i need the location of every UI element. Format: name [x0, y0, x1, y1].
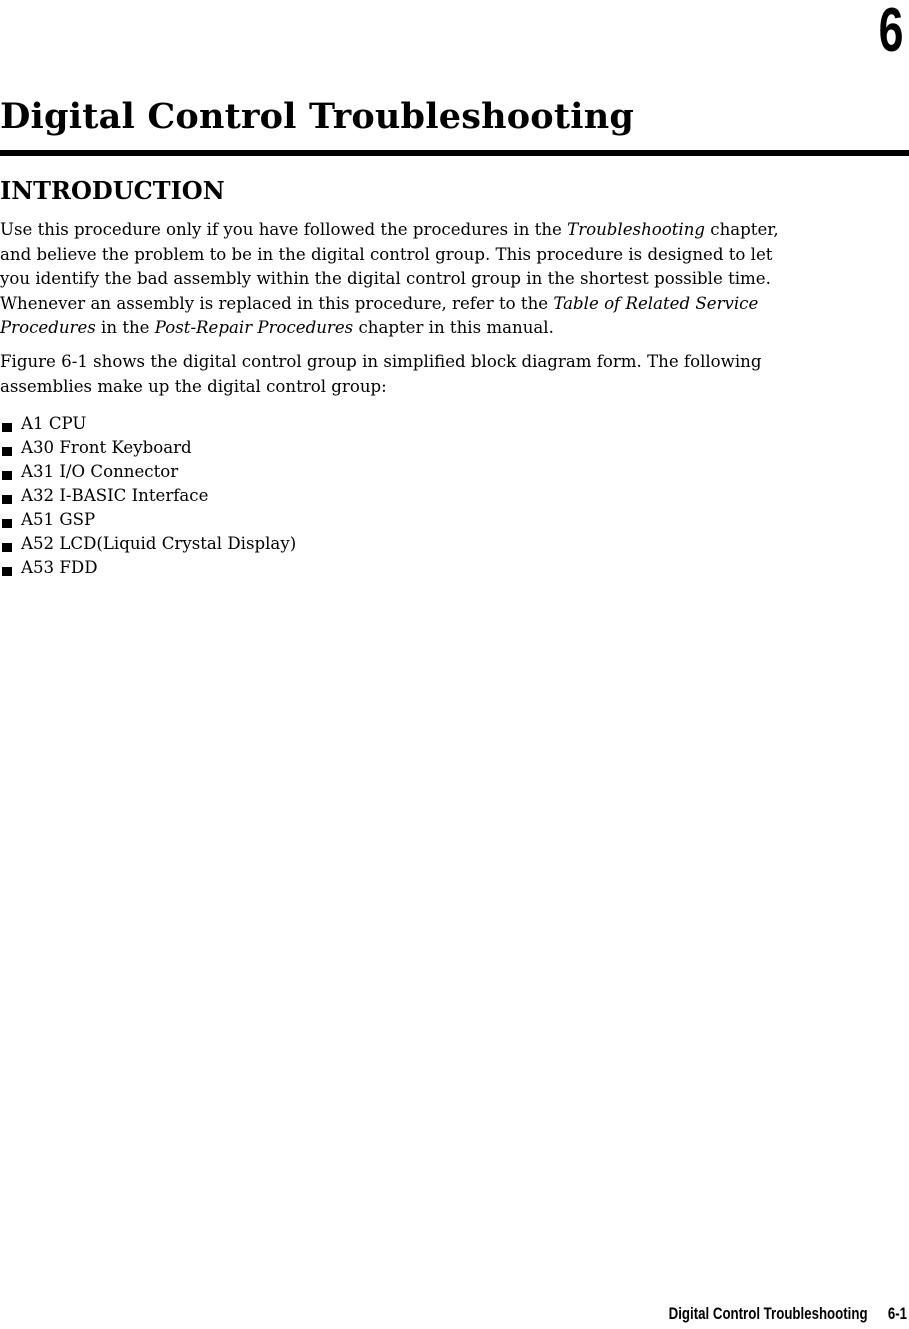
bullet-icon — [2, 447, 12, 456]
page-footer — [601, 1299, 909, 1329]
section-heading: INTRODUCTION — [0, 176, 225, 205]
footer-title: Digital Control Troubleshooting — [669, 1304, 868, 1323]
chapter-number: 6 — [878, 0, 903, 65]
list-item: A53 FDD — [0, 556, 296, 580]
chapter-title: Digital Control Troubleshooting — [0, 96, 635, 137]
bullet-icon — [2, 471, 12, 480]
bullet-icon — [2, 423, 12, 432]
intro-line-3: you identify the bad assembly within the digital control group in the shortest possible time. — [0, 269, 771, 288]
list-item: A52 LCD(Liquid Crystal Display) — [0, 532, 296, 556]
bullet-icon — [2, 567, 12, 576]
procedures-ref: Procedures — [0, 318, 96, 337]
bullet-icon — [2, 495, 12, 504]
list-item: A51 GSP — [0, 508, 296, 532]
post-repair-chapter-ref: Post-Repair Procedures — [154, 318, 354, 337]
intro-line-5: Procedures in the Post-Repair Procedures chapter in this manual. — [0, 318, 554, 337]
intro-line-2: and believe the problem to be in the digital control group. This procedure is designed to let — [0, 244, 773, 264]
intro-paragraph — [0, 218, 900, 341]
bullet-icon — [2, 543, 12, 552]
page-number: 6-1 — [888, 1304, 908, 1323]
troubleshooting-chapter-ref: Troubleshooting — [567, 220, 706, 239]
bullet-icon — [2, 519, 12, 528]
list-item: A31 I/O Connector — [0, 460, 296, 484]
figure-line-2: assemblies make up the digital control group: — [0, 376, 387, 396]
list-item: A32 I-BASIC Interface — [0, 484, 296, 508]
related-service-table-ref: Table of Related Service — [553, 293, 759, 313]
figure-line-1: Figure 6-1 shows the digital control group in simplified block diagram form. The following — [0, 352, 762, 371]
figure-paragraph — [0, 350, 900, 399]
intro-line-4: Whenever an assembly is replaced in this procedure, refer to the Table of Related Service — [0, 293, 759, 313]
assembly-list — [0, 412, 296, 580]
title-rule — [0, 150, 909, 156]
list-item: A1 CPU — [0, 412, 296, 436]
list-item: A30 Front Keyboard — [0, 436, 296, 460]
intro-line-1: Use this procedure only if you have followed the procedures in the Troubleshooting chapter, — [0, 220, 779, 239]
